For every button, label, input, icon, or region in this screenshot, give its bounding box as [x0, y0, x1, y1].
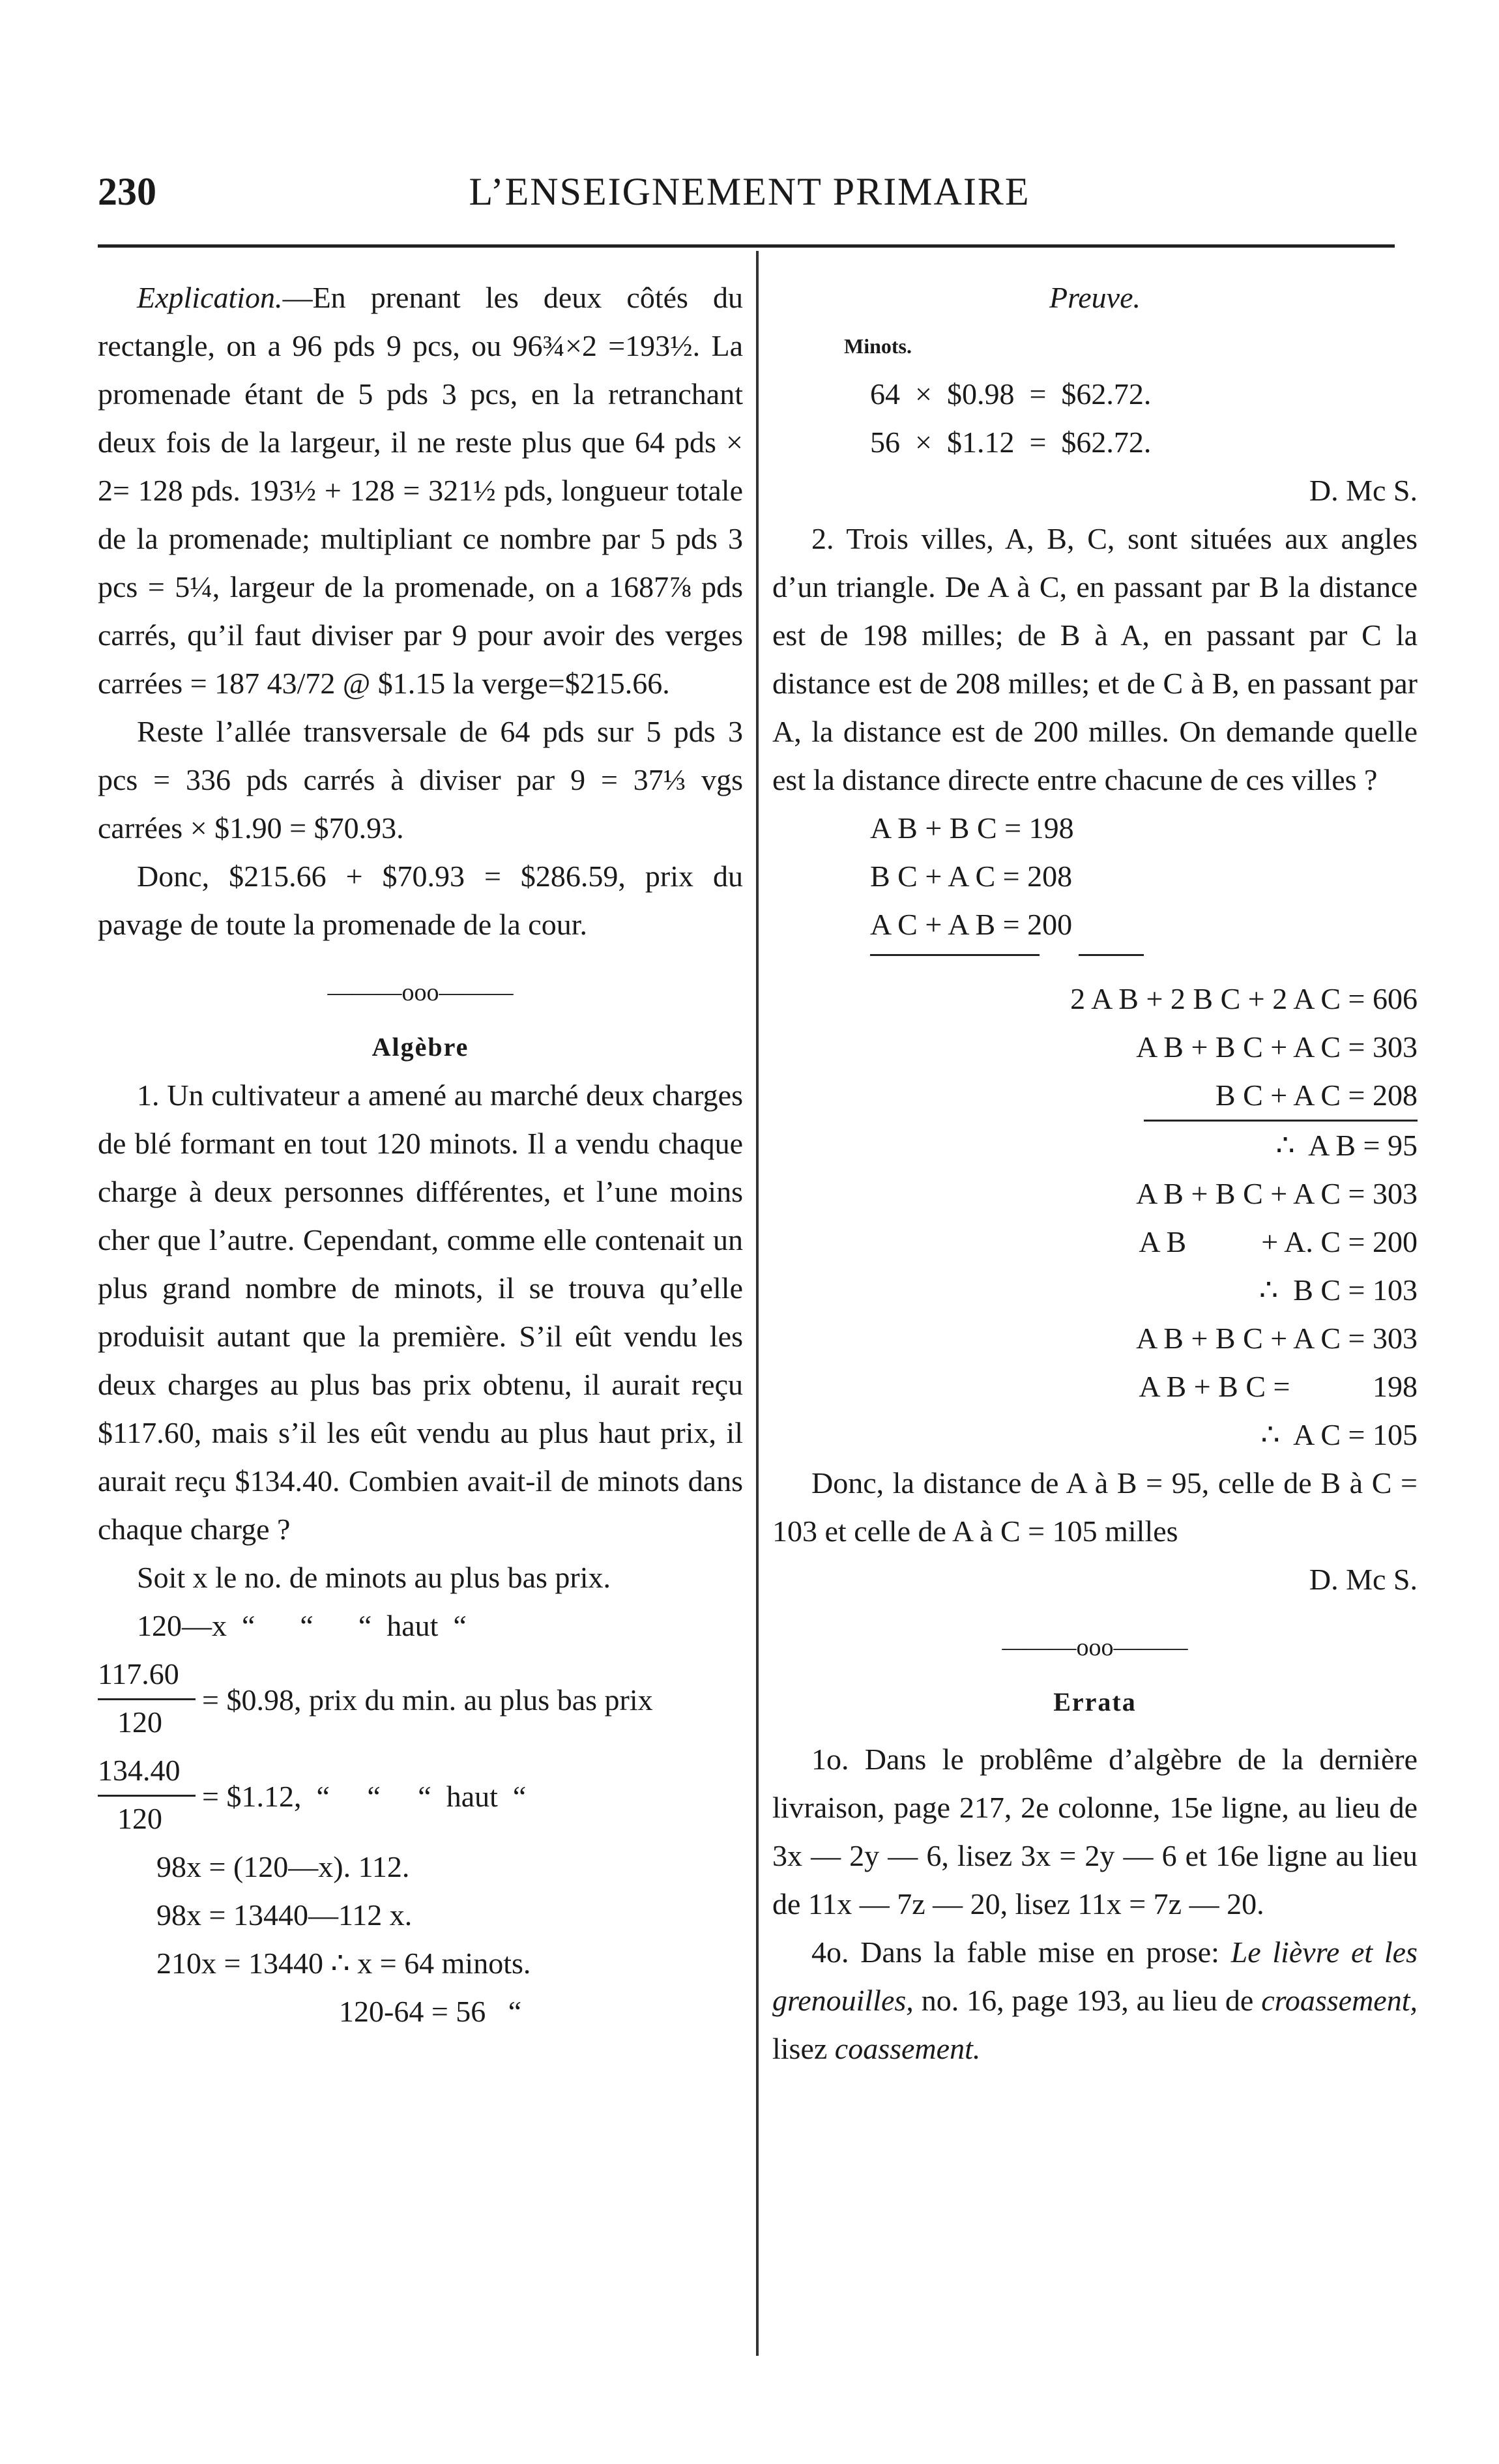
fraction-block-2	[98, 1747, 743, 1843]
sum-line-3: B C + A C = 208	[1144, 1071, 1418, 1122]
fraction-2-rest: = $1.12, “ “ “ haut “	[202, 1780, 527, 1813]
conclusion: Donc, la distance de A à B = 95, celle de B à C = 103 et celle de A à C = 105 milles	[772, 1466, 1418, 1548]
algebra-problem: 1. Un cultivateur a amené au marché deux charges de blé formant en tout 120 minots. Il a vendu chaque charge à deux personnes différentes, et l’une moins cher que l’autre. Cependant, comme elle contenait un plus grand nombre de minots, il se trouva qu’elle produisit autant que la première. S’il eût vendu les deux charges au plus bas prix obtenu, il aurait reçu $117.60, mais s’il les eût vendu au plus haut prix, il aurait reçu $134.40. Combien avait-il de minots dans chaque charge ?	[98, 1079, 743, 1546]
result-line-1: ∴ A B = 95	[1275, 1129, 1418, 1162]
left-column	[98, 274, 743, 2036]
fraction-block-1	[98, 1650, 743, 1747]
signature-1: D. Mc S.	[1309, 474, 1418, 507]
donc-paragraph: Donc, $215.66 + $70.93 = $286.59, prix du pavage de toute la promenade de la cour.	[98, 860, 743, 941]
sum-line-4: A B + B C + A C = 303	[1136, 1177, 1418, 1210]
section-title-errata: Errata	[1053, 1687, 1137, 1717]
fraction-1-rest: = $0.98, prix du min. au plus bas prix	[202, 1683, 653, 1717]
sum-line-6: A B + B C + A C = 303	[1136, 1322, 1418, 1355]
fraction-2-numerator: 134.40	[98, 1754, 181, 1787]
preuve-line-1: 64 × $0.98 = $62.72.	[870, 377, 1152, 411]
errata-2-part-c: no. 16, page 193, au lieu de	[913, 1984, 1262, 2017]
soit-line-2: 120—x “ “ “ haut “	[137, 1609, 467, 1642]
explication-text: —En prenant les deux côtés du rectangle, on a 96 pds 9 pcs, ou 96¾×2 =193½. La promenade étant de 5 pds 3 pcs, en la retranchant deux fois de la largeur, il ne reste plus que 64 pds × 2= 128 pds. 193½ + 128 = 321½ pds, longueur totale de la promenade; multipliant ce nombre par 5 pds 3 pcs = 5¼, largeur de la promenade, on a 1687⅞ pds carrés, qu’il faut diviser par 9 pour avoir des verges carrées = 187 43/72 @ $1.15 la verge=$215.66.	[98, 281, 743, 700]
sum-line-1: 2 A B + 2 B C + 2 A C = 606	[1070, 982, 1418, 1015]
running-title: L’ENSEIGNEMENT PRIMAIRE	[469, 170, 1030, 213]
preuve-line-2: 56 × $1.12 = $62.72.	[870, 426, 1152, 459]
equation-3: 210x = 13440 ∴ x = 64 minots.	[156, 1947, 531, 1980]
errata-item-1: 1o. Dans le problême d’algèbre de la dernière livraison, page 217, 2e colonne, 15e ligne, au lieu de 3x — 2y — 6, lisez 3x = 2y — 6 et 16e ligne au lieu de 11x — 7z — 20, lisez 11x = 7z — 20.	[772, 1743, 1418, 1920]
fraction-2-denominator: 120	[117, 1802, 162, 1835]
right-column	[772, 274, 1418, 2073]
sum-line-2: A B + B C + A C = 303	[1136, 1030, 1418, 1064]
sum-line-7: A B + B C = 198	[1139, 1370, 1418, 1403]
errata-2-correct-word: coassement.	[834, 2032, 981, 2065]
result-line-3: ∴ A C = 105	[1260, 1418, 1418, 1451]
errata-2-wrong-word: croassement,	[1261, 1984, 1418, 2017]
reste-paragraph: Reste l’allée transversale de 64 pds sur 5 pds 3 pcs = 336 pds carrés à diviser par 9 = 37⅓ vgs carrées × $1.90 = $70.93.	[98, 715, 743, 845]
preuve-title: Preuve.	[1049, 281, 1141, 314]
soit-line: Soit x le no. de minots au plus bas prix.	[137, 1561, 611, 1594]
fraction-1-denominator: 120	[117, 1705, 162, 1739]
system-line-1: A B + B C = 198	[870, 811, 1074, 845]
system-line-2: B C + A C = 208	[870, 860, 1073, 893]
explication-paragraph	[98, 274, 743, 708]
errata-item-2	[772, 1928, 1418, 2073]
explication-label: Explication.	[137, 281, 283, 314]
signature-2: D. Mc S.	[1309, 1563, 1418, 1596]
fraction-1-numerator: 117.60	[98, 1657, 179, 1690]
separator: ———ooo———	[327, 979, 514, 1006]
column-divider	[756, 251, 759, 2356]
equation-1: 98x = (120—x). 112.	[156, 1850, 410, 1883]
section-title-algebre: Algèbre	[371, 1032, 469, 1062]
header-rule	[98, 244, 1395, 248]
errata-2-part-e: lisez	[772, 2032, 835, 2065]
page-number: 230	[98, 170, 156, 213]
problem-2: 2. Trois villes, A, B, C, sont situées aux angles d’un triangle. De A à C, en passant par B la distance est de 198 milles; de B à A, en passant par C la distance est de 208 milles; et de C à B, en passant par A, la distance est de 200 milles. On demande quelle est la distance directe entre chacune de ces villes ?	[772, 522, 1418, 796]
system-underline	[772, 949, 1418, 975]
sum-line-5: A B + A. C = 200	[1139, 1225, 1418, 1258]
result-line-2: ∴ B C = 103	[1259, 1273, 1418, 1307]
system-line-3: A C + A B = 200	[870, 908, 1073, 941]
equation-2: 98x = 13440—112 x.	[156, 1898, 413, 1932]
equation-4: 120-64 = 56 “	[339, 1995, 522, 2028]
errata-2-fable-title: Le lièvre et les grenouilles,	[772, 1935, 1418, 2017]
separator-right: ———ooo———	[1002, 1634, 1188, 1661]
errata-2-part-a: 4o. Dans la fable mise en prose:	[811, 1935, 1231, 1969]
minots-label: Minots.	[844, 334, 912, 358]
